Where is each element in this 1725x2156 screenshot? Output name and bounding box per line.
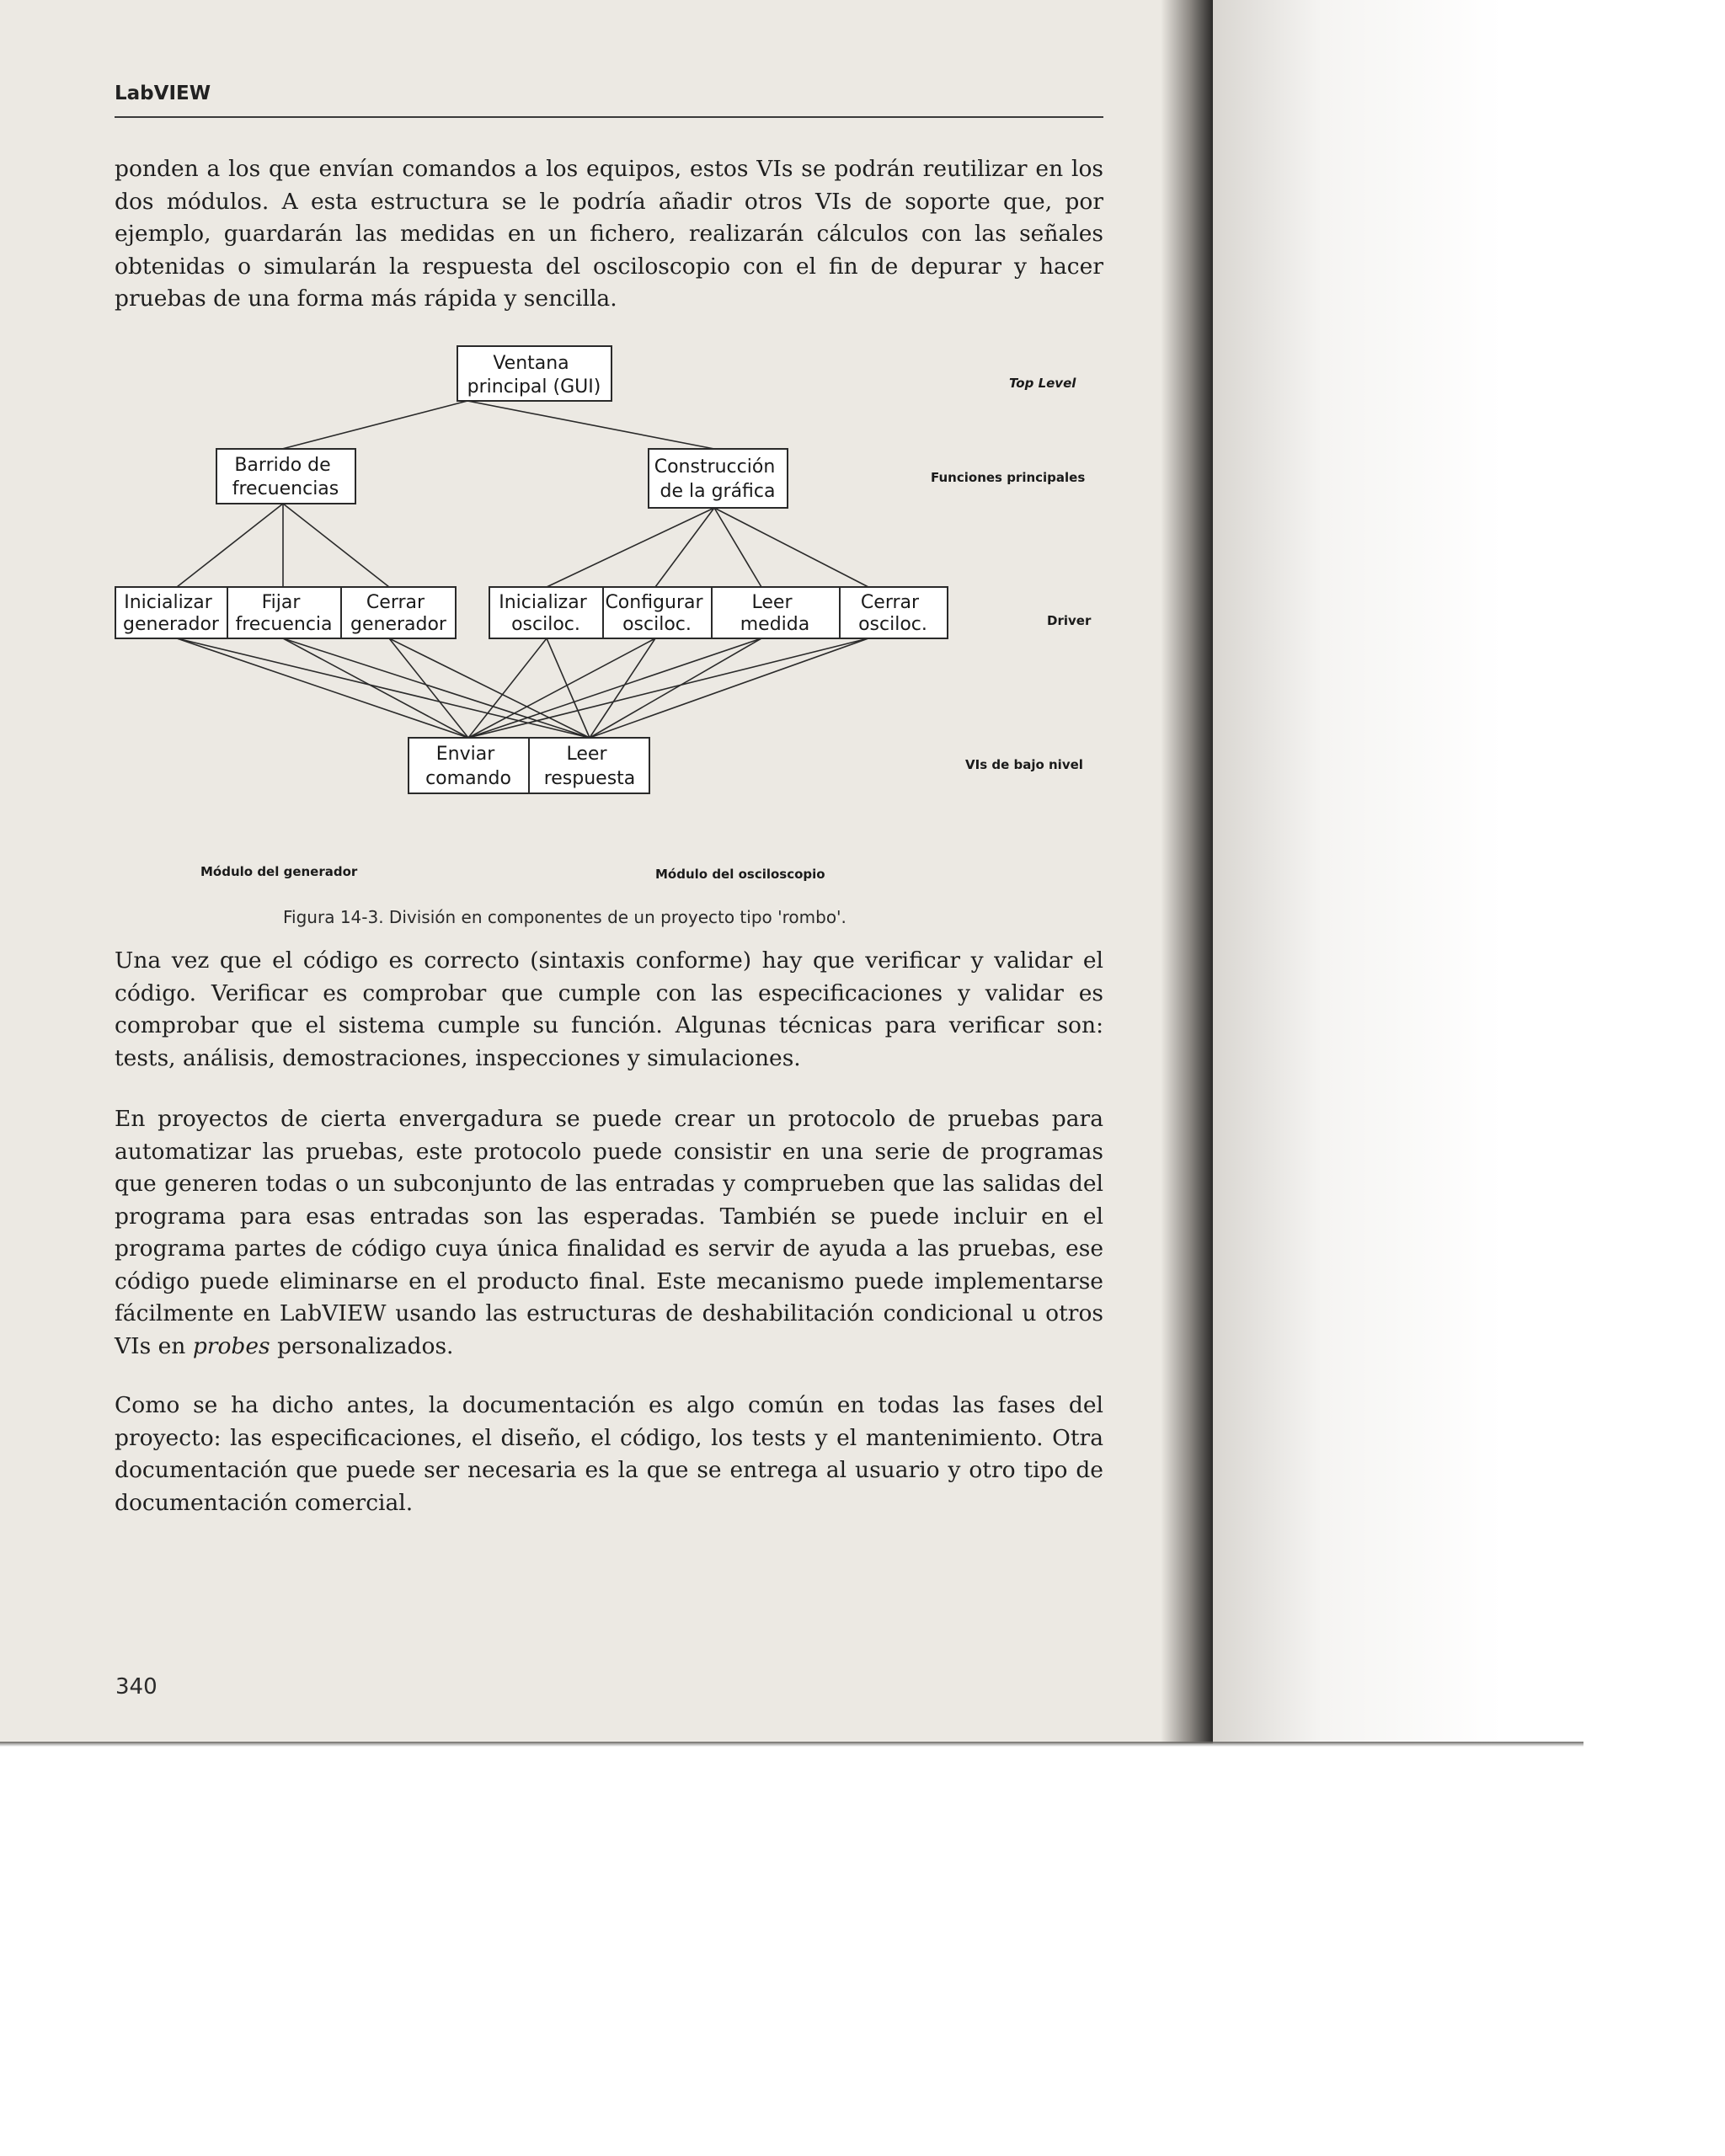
figure-diagram [0,0,1204,935]
func-2-line2: de la gráfica [660,481,776,502]
top-line1: Ventana [493,353,569,374]
module-label-scope: Módulo del osciloscopio [655,867,825,882]
page-bottom-edge [0,1742,1583,1747]
scope-driver-2-line2: osciloc. [622,614,692,635]
paragraph-tests-emphasis: probes [192,1332,270,1359]
scope-driver-4-line1: Cerrar [860,592,920,613]
low-2-line2: respuesta [543,768,636,789]
gen-driver-2-line1: Fijar [261,592,301,613]
scope-driver-2-line1: Configurar [605,592,703,613]
low-2-line1: Leer [566,744,607,765]
paragraph-tests-end: personalizados. [270,1332,454,1359]
paragraph-docs: Como se ha dicho antes, la documentación es algo común en todas las fases del proyecto: las especificaciones, el diseño, el código, los tests y el mantenimiento. Otra documentación que puede ser necesaria es la que se entrega al usuario y otro tipo de documentación comercial. [115,1392,1103,1516]
scope-driver-3-line2: medida [740,614,810,635]
scope-driver-3-line1: Leer [751,592,793,613]
gen-driver-3-line1: Cerrar [366,592,425,613]
gen-driver-1-line1: Inicializar [124,592,212,613]
paragraph-tests [115,1103,1103,1363]
page-number: 340 [115,1674,158,1700]
page-margin-background [1213,0,1575,1743]
func-1-line1: Barrido de [234,455,331,476]
box-label [499,592,593,635]
paragraph-verify: Una vez que el código es correcto (sintaxis conforme) hay que verificar y validar el código. Verificar es comprobar que cumple con las especificaciones y validar es comprobar que el sistema cumple su función. Algunas técnicas para verificar son: tests, análisis, demostraciones, inspecciones y simulaciones. [115,947,1103,1071]
module-label-generator: Módulo del generador [200,864,358,879]
paragraph-tests-text: En proyectos de cierta envergadura se puede crear un protocolo de pruebas para automatizar las pruebas, este protocolo puede consistir en una serie de programas que generen todas o un subconjunto de las entradas y comprueben que las salidas del programa para esas entradas son las esperadas. También se puede incluir en el programa partes de código cuya única finalidad es servir de ayuda a las pruebas, ese código puede eliminarse en el producto final. Este mecanismo puede implementarse fácilmente en LabVIEW usando las estructuras de deshabilitación condicional u otros VIs en [115,1106,1103,1359]
box-label [858,592,927,635]
func-2-line1: Construcción [654,456,776,478]
figure-caption: Figura 14-3. División en componentes de un proyecto tipo 'rombo'. [283,907,846,927]
level-label-top: Top Level [1009,376,1076,391]
low-1-line2: comando [425,768,511,789]
level-label-driver: Driver [1047,613,1092,628]
scope-driver-4-line2: osciloc. [858,614,927,635]
low-1-line1: Enviar [435,744,495,765]
intro-paragraph: ponden a los que envían comandos a los equipos, estos VIs se podrán reutilizar en los dos módulos. A esta estructura se le podría añadir otros VIs de soporte que, por ejemplo, guardarán las medidas en un fichero, realizarán cálculos con las señales obtenidas o simularán la respuesta del osciloscopio con el fin de depurar y hacer pruebas de una forma más rápida y sencilla. [115,156,1103,312]
level-label-functions: Funciones principales [931,470,1086,485]
gen-driver-3-line2: generador [350,614,446,635]
gen-driver-1-line2: generador [123,614,219,635]
gen-driver-2-line2: frecuencia [235,614,333,635]
diagram-svg [0,0,1204,935]
top-line2: principal (GUI) [467,376,601,398]
box-label [123,592,220,635]
func-1-line2: frecuencias [232,478,339,499]
header-title: LabVIEW [115,83,211,104]
level-label-low: VIs de bajo nivel [965,757,1083,772]
scope-driver-1-line1: Inicializar [499,592,587,613]
scope-driver-1-line2: osciloc. [511,614,580,635]
